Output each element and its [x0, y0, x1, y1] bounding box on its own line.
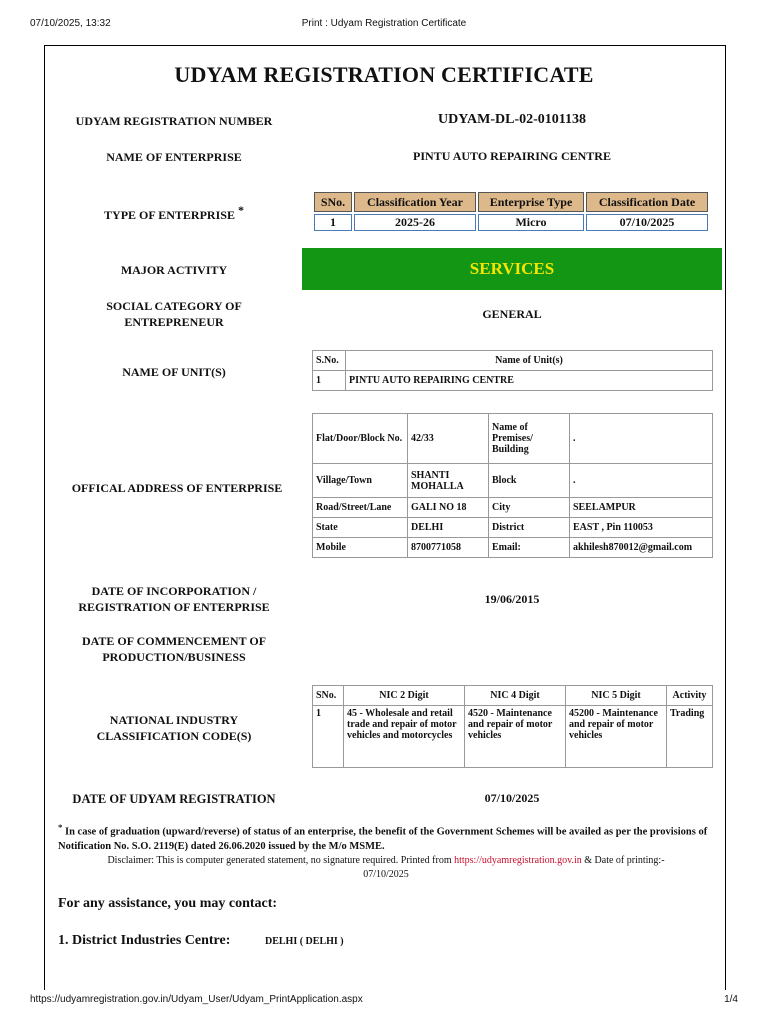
addr-village-label: Village/Town: [313, 464, 408, 498]
addr-block-label: Block: [489, 464, 570, 498]
commencement-label-line1: DATE OF COMMENCEMENT OF: [81, 634, 267, 648]
disclaimer-text: Disclaimer: This is computer generated statement, no signature required. Printed from: [107, 855, 452, 866]
units-label: NAME OF UNIT(S): [122, 365, 226, 379]
addr-district: EAST , Pin 110053: [570, 518, 713, 538]
type-label: TYPE OF ENTERPRISE: [104, 208, 235, 222]
units-header-name: Name of Unit(s): [346, 351, 713, 371]
nic-cell-5digit: 45200 - Maintenance and repair of motor vehicles: [566, 706, 667, 768]
addr-email: akhilesh870012@gmail.com: [570, 538, 713, 558]
print-header: [30, 18, 738, 32]
nic-table: [312, 685, 713, 768]
disclaimer-date: 07/10/2025: [363, 869, 409, 880]
nic-header-activity: Activity: [667, 686, 713, 706]
print-datetime: 07/10/2025, 13:32: [30, 18, 111, 29]
social-category-label-line1: SOCIAL CATEGORY OF: [106, 299, 242, 313]
social-category-label-line2: ENTREPRENEUR: [124, 315, 224, 329]
cls-header-date: Classification Date: [586, 192, 708, 212]
addr-flat-label: Flat/Door/Block No.: [313, 414, 408, 464]
social-category: GENERAL: [482, 307, 542, 321]
assistance-heading: For any assistance, you may contact:: [58, 896, 278, 911]
nic-header-4digit: NIC 4 Digit: [465, 686, 566, 706]
reg-number-label: UDYAM REGISTRATION NUMBER: [75, 114, 273, 128]
incorporation-date: 19/06/2015: [484, 592, 540, 606]
note-asterisk: *: [58, 822, 63, 832]
addr-state-label: State: [313, 518, 408, 538]
cls-cell-type: Micro: [478, 214, 584, 231]
units-header-sno: S.No.: [313, 351, 346, 371]
disclaimer: [58, 854, 714, 882]
addr-email-label: Email:: [489, 538, 570, 558]
incorporation-label-line1: DATE OF INCORPORATION /: [91, 584, 257, 598]
nic-label: [44, 712, 304, 744]
cls-cell-year: 2025-26: [354, 214, 476, 231]
addr-premises: .: [570, 414, 713, 464]
addr-block: .: [570, 464, 713, 498]
addr-city: SEELAMPUR: [570, 498, 713, 518]
dic-label: 1. District Industries Centre:: [58, 933, 231, 948]
nic-header-sno: SNo.: [313, 686, 344, 706]
cls-cell-sno: 1: [314, 214, 352, 231]
commencement-label: [44, 633, 304, 665]
addr-village: SHANTI MOHALLA: [408, 464, 489, 498]
major-activity-label: MAJOR ACTIVITY: [120, 263, 228, 277]
cls-cell-date: 07/10/2025: [586, 214, 708, 231]
type-asterisk: *: [237, 203, 244, 217]
addr-city-label: City: [489, 498, 570, 518]
major-activity-banner: SERVICES: [302, 248, 722, 290]
graduation-note: [58, 820, 714, 854]
cls-header-sno: SNo.: [314, 192, 352, 212]
addr-road-label: Road/Street/Lane: [313, 498, 408, 518]
social-category-label: [44, 298, 304, 330]
certificate-title: UDYAM REGISTRATION CERTIFICATE: [174, 62, 594, 87]
note-text: In case of graduation (upward/reverse) of status of an enterprise, the benefit of the Government Schemes will be availed as per the provisions of Notification No. S.O. 2119(E) dated 26.06.2020 issued by the M/o MSME.: [58, 826, 708, 852]
nic-label-line2: CLASSIFICATION CODE(S): [96, 729, 252, 743]
print-footer: [30, 994, 738, 1008]
type-label-wrap: [44, 202, 304, 223]
print-title: Print : Udyam Registration Certificate: [301, 18, 467, 29]
addr-road: GALI NO 18: [408, 498, 489, 518]
address-table: [312, 413, 713, 558]
enterprise-name: PINTU AUTO REPAIRING CENTRE: [413, 149, 611, 163]
addr-mobile-label: Mobile: [313, 538, 408, 558]
nic-cell-2digit: 45 - Wholesale and retail trade and repair of motor vehicles and motorcycles: [344, 706, 465, 768]
nic-header-5digit: NIC 5 Digit: [566, 686, 667, 706]
addr-mobile: 8700771058: [408, 538, 489, 558]
nic-label-line1: NATIONAL INDUSTRY: [109, 713, 239, 727]
incorporation-label: [44, 583, 304, 615]
udyam-date-label: DATE OF UDYAM REGISTRATION: [72, 792, 276, 806]
print-url: https://udyamregistration.gov.in/Udyam_User/Udyam_PrintApplication.aspx: [30, 994, 363, 1005]
addr-state: DELHI: [408, 518, 489, 538]
addr-district-label: District: [489, 518, 570, 538]
reg-number: UDYAM-DL-02-0101138: [437, 112, 587, 127]
units-cell-sno: 1: [313, 371, 346, 391]
cls-header-year: Classification Year: [354, 192, 476, 212]
page-number: 1/4: [724, 994, 738, 1005]
classification-table: [312, 190, 710, 233]
disclaimer-post: & Date of printing:-: [584, 855, 665, 866]
commencement-label-line2: PRODUCTION/BUSINESS: [102, 650, 246, 664]
addr-premises-label: Name of Premises/ Building: [489, 414, 570, 464]
nic-header-2digit: NIC 2 Digit: [344, 686, 465, 706]
cls-header-type: Enterprise Type: [478, 192, 584, 212]
disclaimer-link[interactable]: https://udyamregistration.gov.in: [454, 855, 582, 866]
units-table: [312, 350, 713, 391]
incorporation-label-line2: REGISTRATION OF ENTERPRISE: [78, 600, 270, 614]
enterprise-name-label: NAME OF ENTERPRISE: [106, 150, 242, 164]
address-label: OFFICAL ADDRESS OF ENTERPRISE: [71, 481, 283, 495]
nic-cell-4digit: 4520 - Maintenance and repair of motor vehicles: [465, 706, 566, 768]
dic-value: DELHI ( DELHI ): [265, 936, 344, 947]
nic-cell-activity: Trading: [667, 706, 713, 768]
udyam-date: 07/10/2025: [484, 791, 540, 805]
addr-flat: 42/33: [408, 414, 489, 464]
nic-cell-sno: 1: [313, 706, 344, 768]
units-cell-name: PINTU AUTO REPAIRING CENTRE: [346, 371, 713, 391]
